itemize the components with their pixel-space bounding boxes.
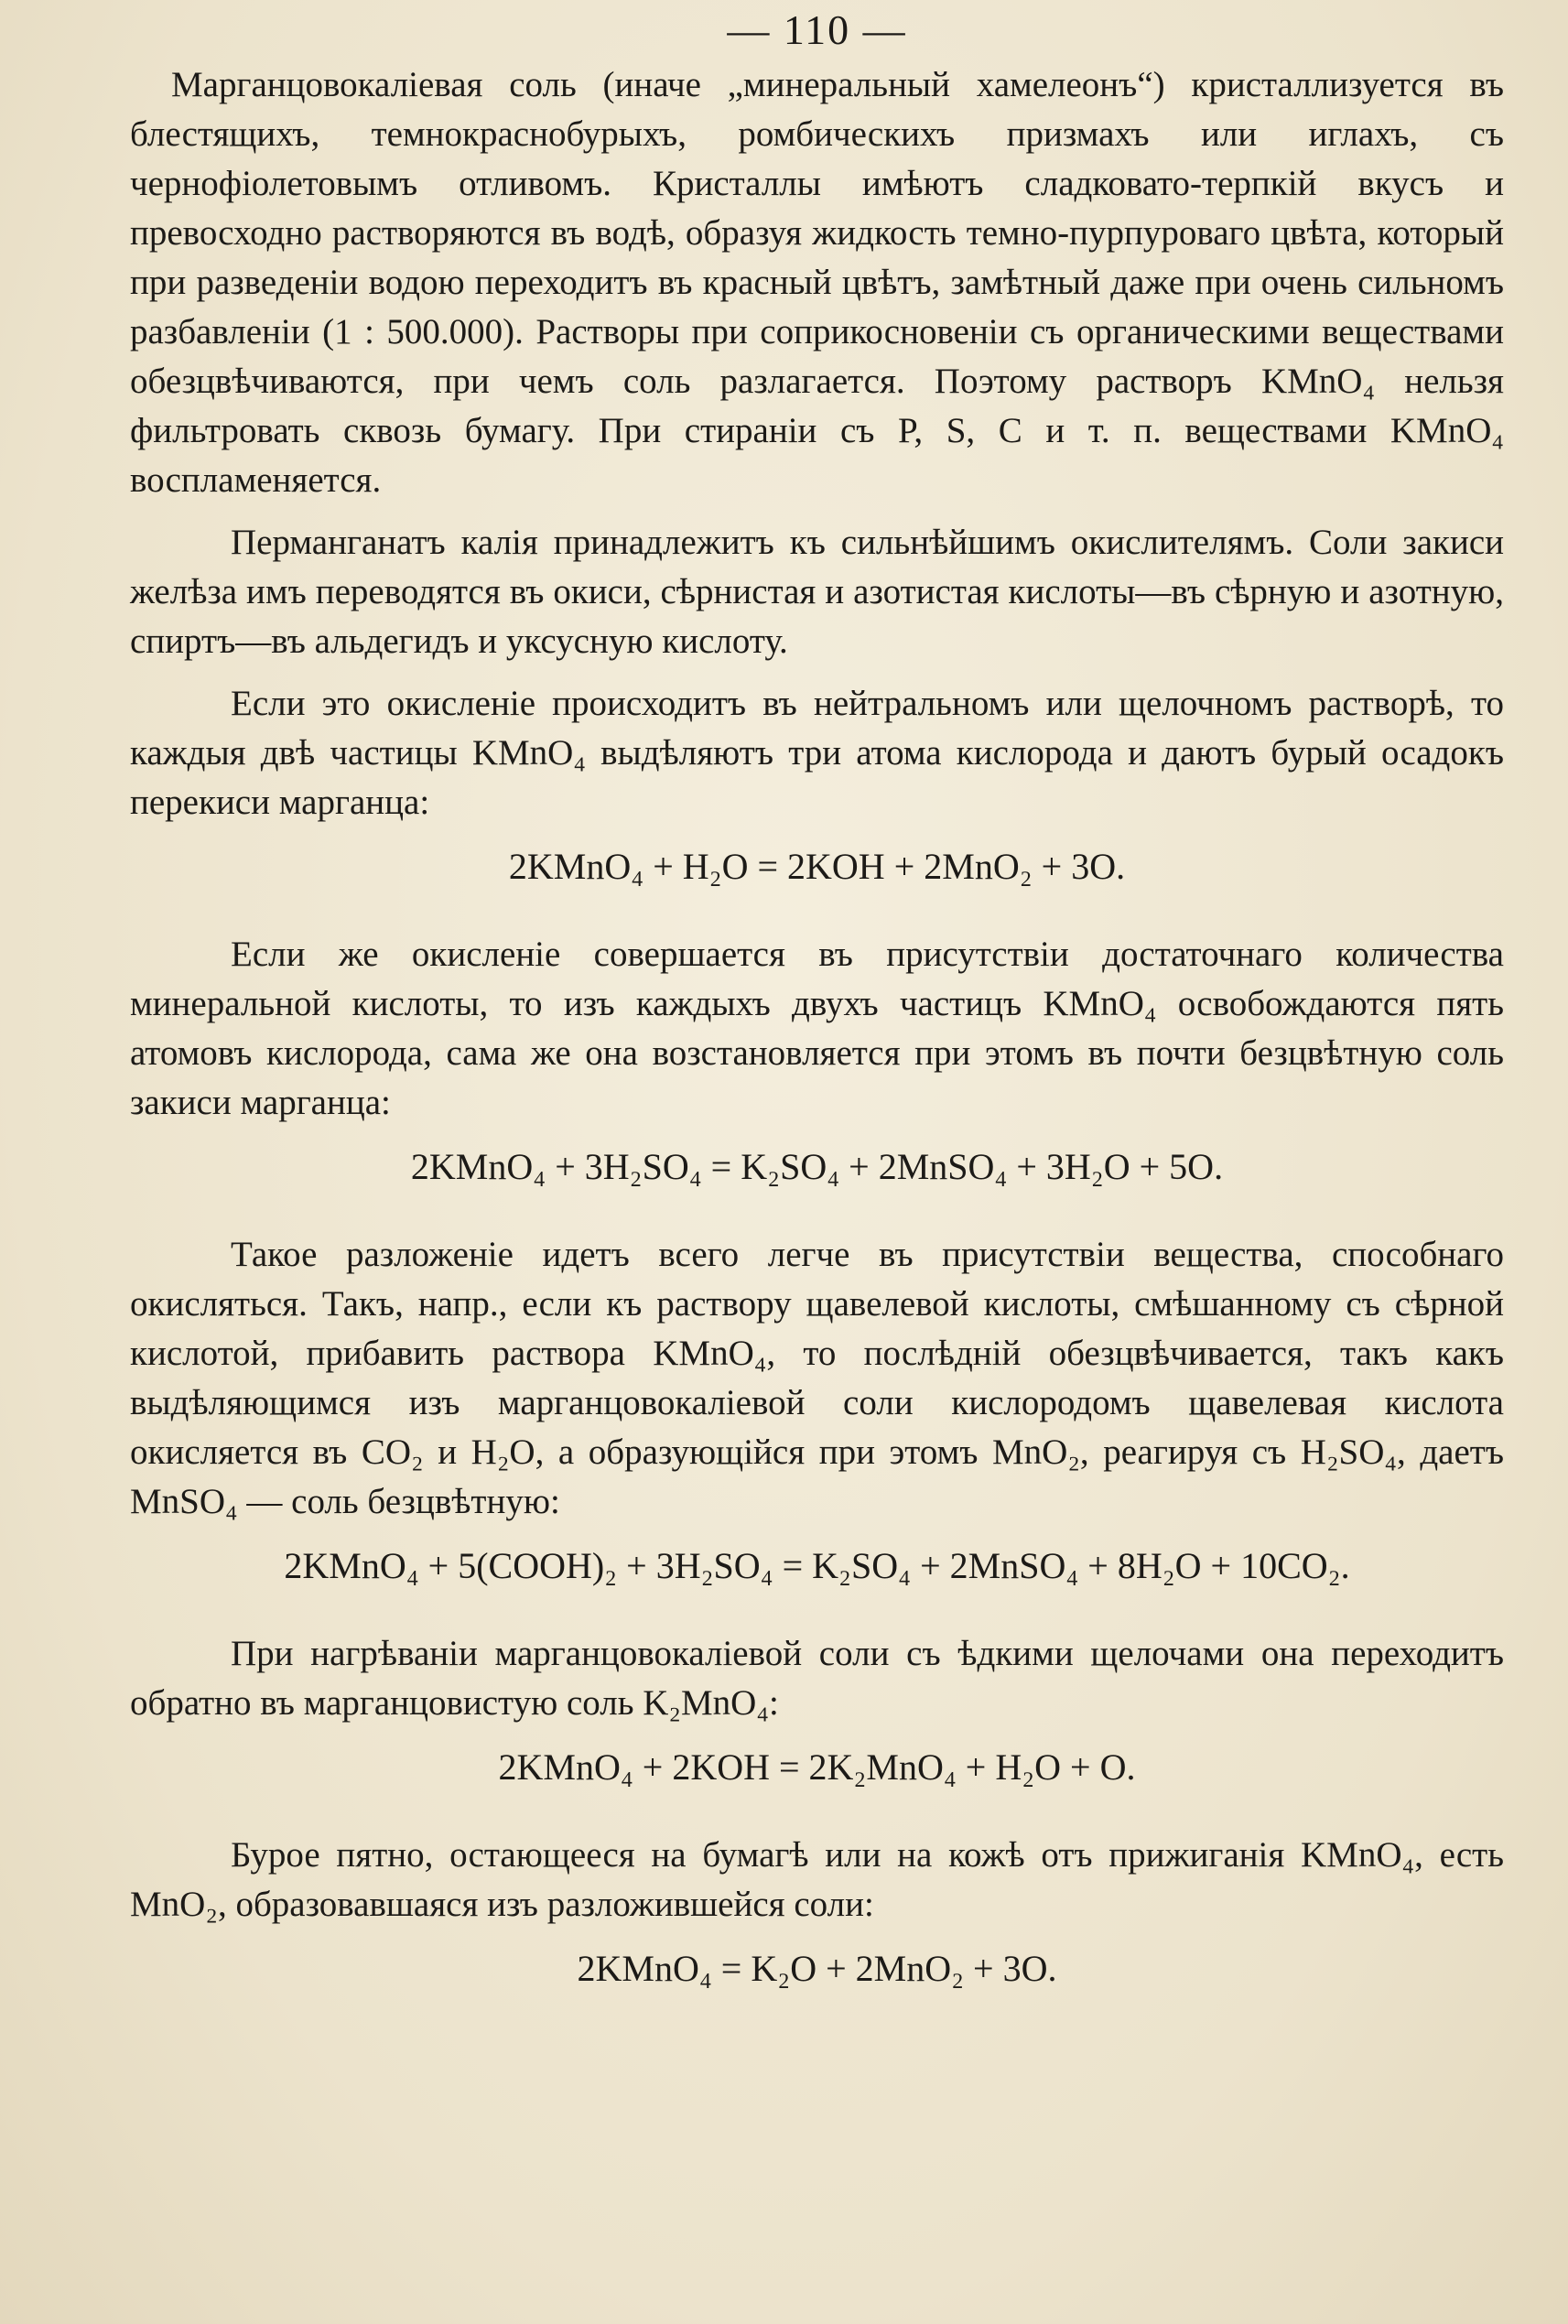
paragraph-oxalic-acid: Такое разложенiе идетъ всего легче въ присутствiи вещества, способнаго окисляться. Такъ, напр., если къ раствору щавелевой кислоты, смѣшанному съ сѣрной кислотой, прибавить раствора KMnO₄, то послѣднiй обезцвѣчивается, такъ какъ выдѣляющимся изъ марганцовокалiевой соли кислородомъ щавелевая кислота окисляется въ CO₂ и H₂O, а образующiйся при этомъ MnO₂, реагируя съ H₂SO₄, даетъ MnSO₄ — соль безцвѣтную:	[130, 1235, 1504, 1521]
paragraph-kmno4-properties: Марганцовокалiевая соль (иначе „минеральный хамелеонъ“) кристаллизуется въ блестящихъ, темнокраснобурыхъ, ромбическихъ призмахъ или иглахъ, съ чернофiолетовымъ отливомъ. Кристаллы имѣютъ сладковато-терпкiй вкусъ и превосходно растворяются въ водѣ, образуя жидкость темно-пурпуроваго цвѣта, который при разведенiи водою переходитъ въ красный цвѣтъ, замѣтный даже при очень сильномъ разбавленiи (1 : 500.000). Растворы при соприкосновенiи съ органическими веществами обезцвѣчиваются, при чемъ соль разлагается. Поэтому растворъ KMnO₄ нельзя фильтровать сквозь бумагу. При стиранiи съ P, S, C и т. п. веществами KMnO₄ воспламеняется.	[130, 65, 1504, 500]
formula-oxalic: 2KMnO₄ + 5(COOH)₂ + 3H₂SO₄ = K₂SO₄ + 2MnSO₄ + 8H₂O + 10CO₂.	[284, 1545, 1350, 1586]
page-number: — 110 —	[727, 6, 907, 53]
paragraph-alkali-heating: При нагрѣванiи марганцовокалiевой соли съ ѣдкими щелочами она переходитъ обратно въ марганцовистую соль K₂MnO₄:	[130, 1634, 1504, 1723]
page-body	[130, 60, 1504, 1995]
paragraph-brown-stain: Бурое пятно, остающееся на бумагѣ или на кожѣ отъ прижиганiя KMnO₄, есть MnO₂, образовавшаяся изъ разложившейся соли:	[130, 1835, 1504, 1924]
formula-neutral: 2KMnO₄ + H₂O = 2KOH + 2MnO₂ + 3O.	[508, 846, 1126, 887]
paragraph-acid-solution: Если же окисленiе совершается въ присутствiи достаточнаго количества минеральной кислоты, то изъ каждыхъ двухъ частицъ KMnO₄ освобождаются пять атомовъ кислорода, сама же она возстановляется при этомъ въ почти безцвѣтную соль закиси марганца:	[130, 935, 1504, 1122]
formula-alkali: 2KMnO₄ + 2KOH = 2K₂MnO₄ + H₂O + O.	[498, 1746, 1136, 1788]
formula-decomposition: 2KMnO₄ = K₂O + 2MnO₂ + 3O.	[577, 1948, 1057, 1989]
paragraph-oxidizer: Перманганатъ калiя принадлежитъ къ сильнѣйшимъ окислителямъ. Соли закиси желѣза имъ переводятся въ окиси, сѣрнистая и азотистая кислоты—въ сѣрную и азотную, спиртъ—въ альдегидъ и уксусную кислоту.	[130, 523, 1504, 661]
formula-acid: 2KMnO₄ + 3H₂SO₄ = K₂SO₄ + 2MnSO₄ + 3H₂O + 5O.	[410, 1146, 1224, 1187]
paragraph-neutral-solution: Если это окисленiе происходитъ въ нейтральномъ или щелочномъ растворѣ, то каждыя двѣ частицы KMnO₄ выдѣляютъ три атома кислорода и даютъ бурый осадокъ перекиси марганца:	[130, 684, 1504, 822]
